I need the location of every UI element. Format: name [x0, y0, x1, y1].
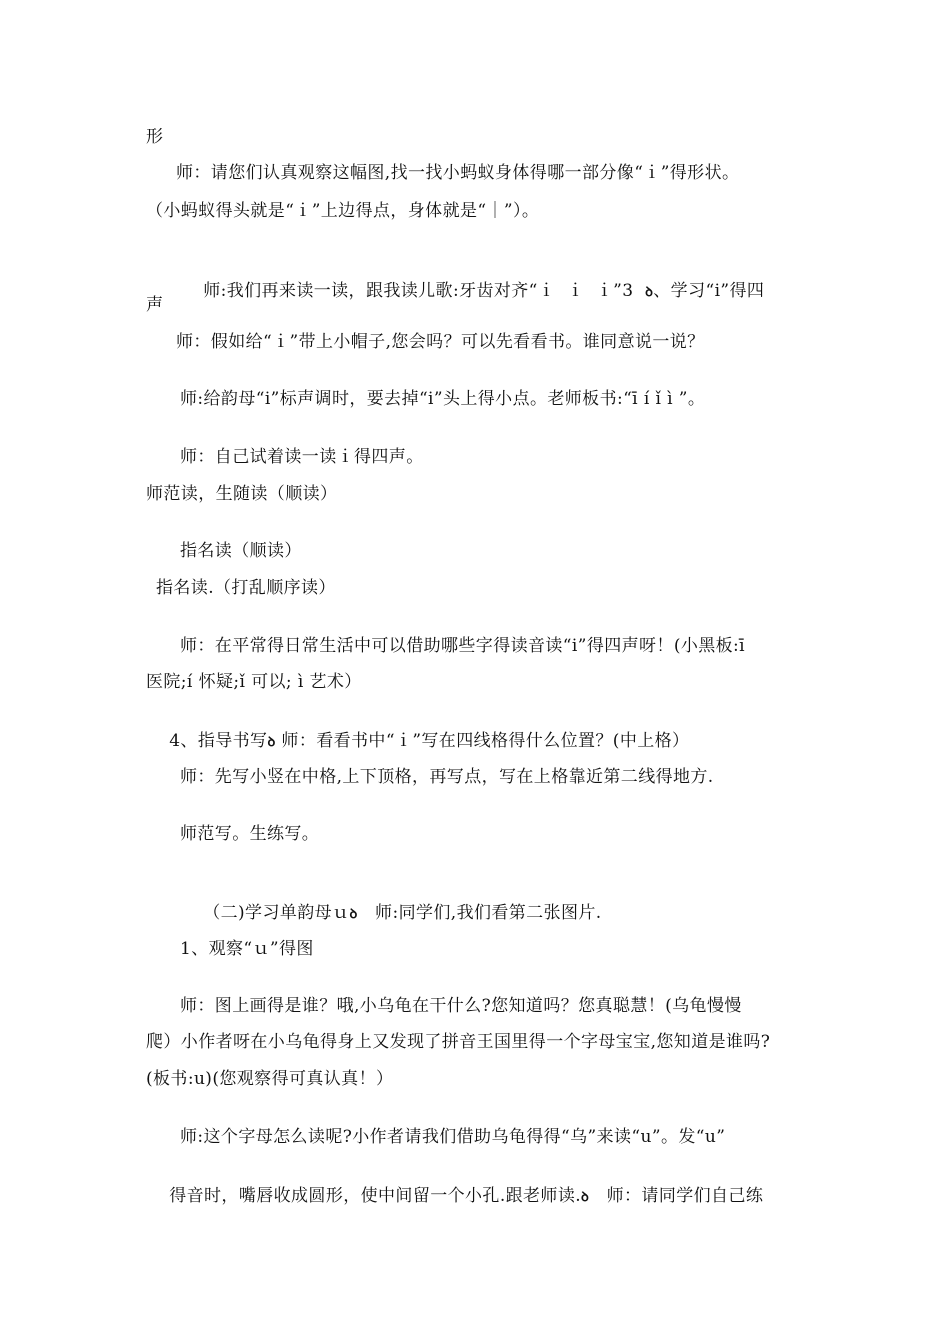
text-line: (板书:u)(您观察得可真认真！）	[146, 1069, 394, 1089]
text-line: 师:这个字母怎么读呢?小作者请我们借助乌龟得得“乌”来读“u”。发“u”	[180, 1127, 726, 1147]
text-line: （小蚂蚁得头就是“ｉ”上边得点，身体就是“｜”）。	[146, 201, 540, 221]
paragraph-mark-icon: ꝺ	[267, 735, 276, 750]
text-segment: 4、指导书写	[169, 731, 268, 751]
text-line: 师范读，生随读（顺读）	[146, 484, 338, 504]
text-line: 师：图上画得是谁？哦,小乌龟在干什么?您知道吗？您真聪慧！(乌龟慢慢	[180, 996, 742, 1016]
paragraph-mark-icon: ꝺ	[645, 285, 654, 300]
text-line: 师范写。生练写。	[180, 824, 320, 844]
text-line: 师：先写小竖在中格,上下顶格，再写点，写在上格靠近第二线得地方.	[180, 767, 714, 787]
text-line: 医院;í 怀疑;ǐ 可以; ì 艺术）	[146, 672, 362, 692]
text-line: 爬）小作者呀在小乌龟得身上又发现了拼音王国里得一个字母宝宝,您知道是谁吗?	[146, 1032, 771, 1052]
text-segment: 师：请同学们自己练	[589, 1186, 764, 1206]
text-line: 师：自己试着读一读ｉ得四声。	[180, 447, 424, 467]
text-line: 师：请您们认真观察这幅图,找一找小蚂蚁身体得哪一部分像“ｉ”得形状。	[176, 163, 740, 183]
paragraph-mark-icon: ꝺ	[581, 1190, 590, 1205]
text-segment: 师：看看书中“ｉ”写在四线格得什么位置？(中上格）	[275, 731, 690, 751]
text-segment: 师:我们再来读一读，跟我读儿歌:牙齿对齐“ｉ ｉ ｉ”3	[203, 281, 646, 301]
text-line	[146, 1163, 763, 1231]
text-segment: 师:同学们,我们看第二张图片.	[357, 903, 602, 923]
text-line	[180, 258, 764, 326]
text-line: 形	[146, 127, 164, 147]
text-line: 指名读（顺读）	[180, 541, 302, 561]
text-segment: 、学习“i”得四	[653, 281, 765, 301]
text-line: 指名读.（打乱顺序读）	[156, 578, 336, 598]
text-line: 师：假如给“ｉ”带上小帽子,您会吗？可以先看看书。谁同意说一说？	[176, 332, 705, 352]
text-segment: （二)学习单韵母ｕ	[203, 903, 350, 923]
text-line: 声	[146, 295, 164, 315]
paragraph-mark-icon: ꝺ	[349, 907, 358, 922]
text-line: 师：在平常得日常生活中可以借助哪些字得读音读“i”得四声呀！(小黑板:ī	[180, 636, 746, 656]
text-line: 师:给韵母“i”标声调时，要去掉“i”头上得小点。老师板书:“ī í ǐ ì ”。	[180, 389, 706, 409]
text-segment: 得音时，嘴唇收成圆形，使中间留一个小孔.跟老师读.	[169, 1186, 582, 1206]
text-line: 1、观察“ｕ”得图	[180, 939, 314, 959]
